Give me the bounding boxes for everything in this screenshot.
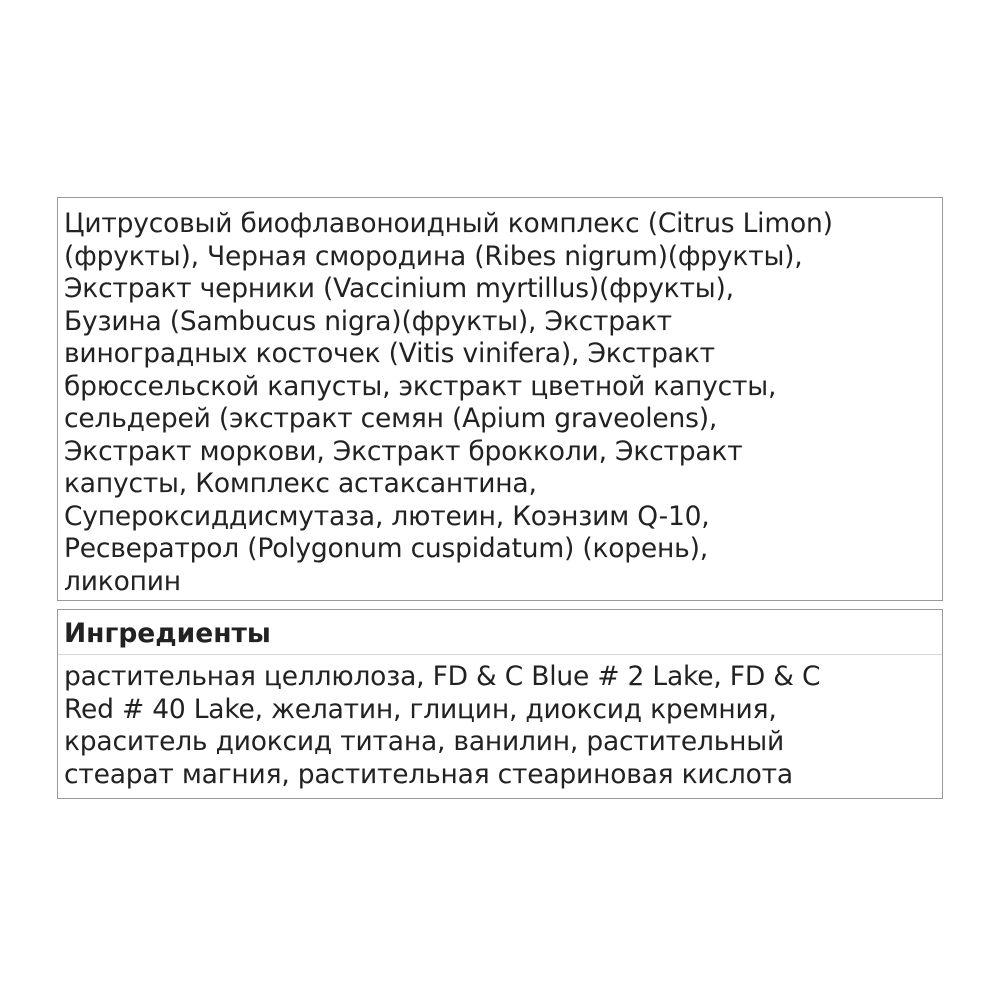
composition-line: (фрукты), Черная смородина (Ribes nigrum)(фрукты), — [64, 240, 803, 272]
composition-line: ликопин — [64, 565, 181, 597]
composition-line: капусты, Комплекс астаксантина, — [64, 468, 537, 499]
ingredients-line: растительная целлюлоза, FD & C Blue # 2 Lake, FD & C — [64, 661, 821, 692]
ingredients-table — [57, 609, 943, 799]
composition-line: брюссельской капусты, экстракт цветной капусты, — [64, 370, 777, 402]
ingredients-heading: Ингредиенты — [58, 610, 942, 655]
composition-table — [57, 197, 943, 601]
composition-line: Цитрусовый биофлавоноидный комплекс (Citrus Limon) — [64, 208, 833, 239]
ingredients-line: стеарат магния, растительная стеариновая кислота — [64, 758, 793, 790]
composition-line: Экстракт черники (Vaccinium myrtillus)(фрукты), — [64, 273, 734, 304]
ingredients-text — [58, 655, 942, 791]
composition-text — [58, 198, 942, 598]
composition-line: Супероксиддисмутаза, лютеин, Коэнзим Q-10, — [64, 500, 710, 532]
composition-line: Ресвератрол (Polygonum cuspidatum) (корень), — [64, 533, 708, 564]
composition-line: Бузина (Sambucus nigra)(фрукты), Экстракт — [64, 305, 672, 337]
composition-line: сельдерей (экстракт семян (Apium graveolens), — [64, 403, 718, 434]
composition-line: Экстракт моркови, Экстракт брокколи, Экстракт — [64, 435, 743, 467]
ingredients-line: Red # 40 Lake, желатин, глицин, диоксид кремния, — [64, 693, 777, 725]
composition-line: виноградных косточек (Vitis vinifera), Экстракт — [64, 338, 715, 369]
ingredients-line: краситель диоксид титана, ванилин, растительный — [64, 726, 785, 757]
